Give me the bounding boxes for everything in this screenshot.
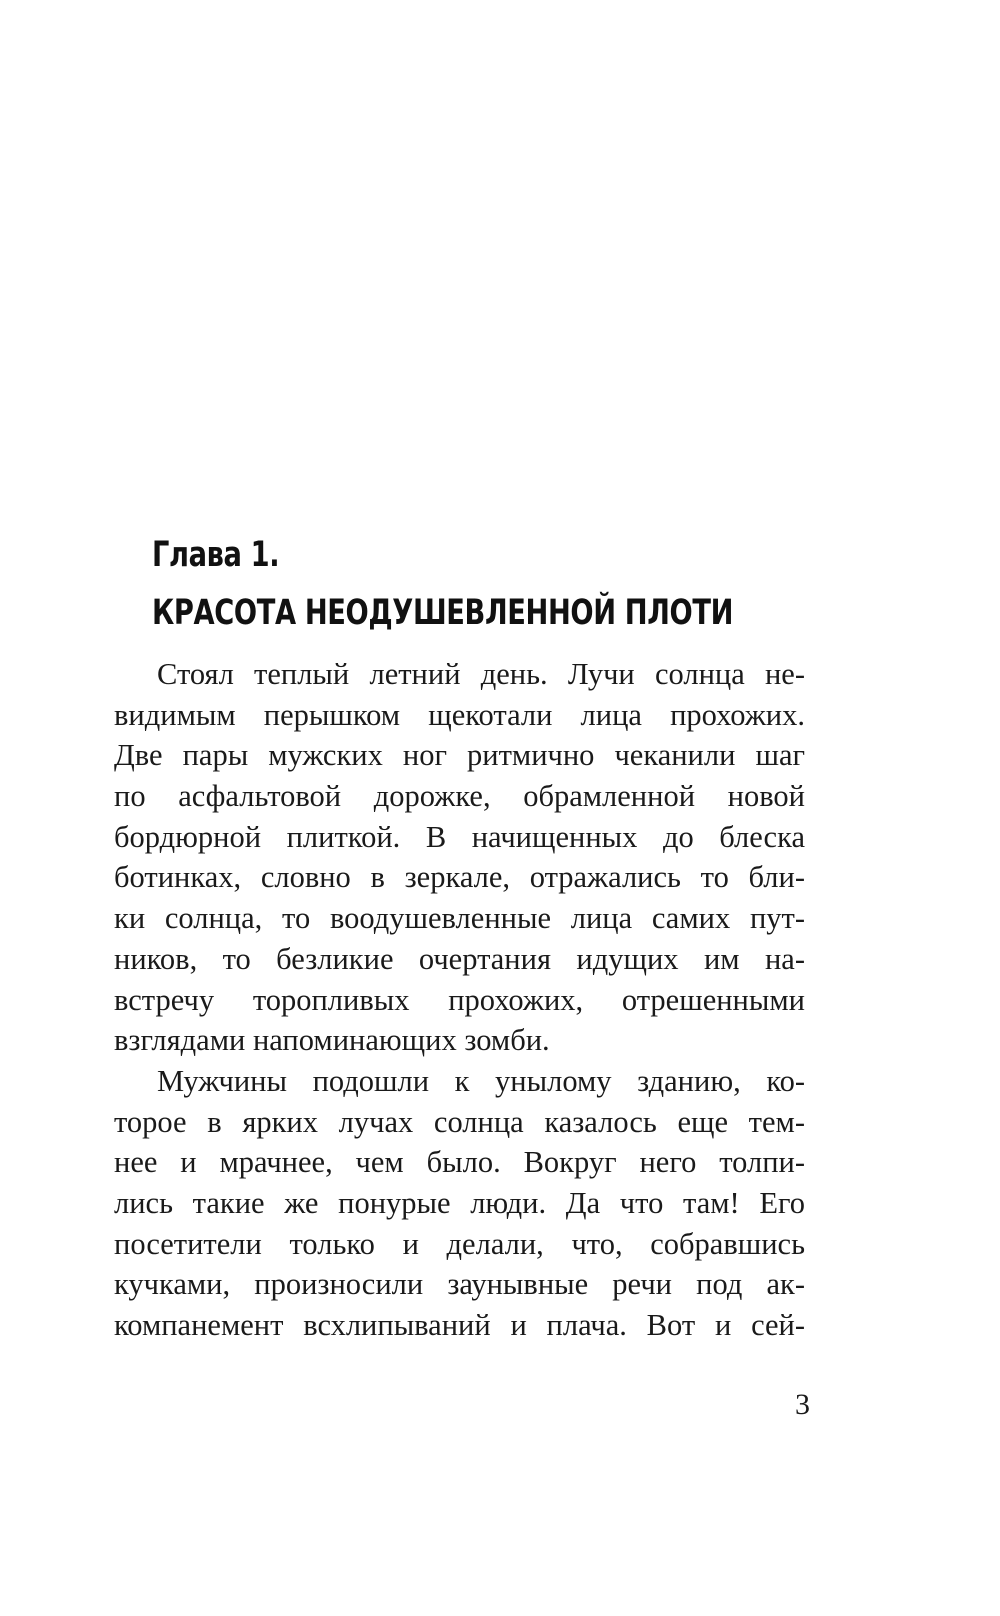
text-line: взглядами напоминающих зомби. xyxy=(114,1023,550,1058)
text-line: торое в ярких лучах солнца казалось еще тем- xyxy=(114,1104,805,1139)
text-line: Две пары мужских ног ритмично чеканили шаг xyxy=(114,738,805,773)
chapter-number: Глава 1. xyxy=(152,535,280,575)
text-line: Стоял теплый летний день. Лучи солнца не- xyxy=(157,657,805,691)
text-line: встречу торопливых прохожих, отрешенными xyxy=(114,982,805,1017)
chapter-heading xyxy=(152,526,734,642)
body-text xyxy=(114,654,805,1346)
text-line: ников, то безликие очертания идущих им на- xyxy=(114,941,805,976)
text-line: по асфальтовой дорожке, обрамленной новой xyxy=(114,779,805,814)
chapter-title: КРАСОТА НЕОДУШЕВЛЕННОЙ ПЛОТИ xyxy=(152,593,734,633)
text-line: компанемент всхлипываний и плача. Вот и сей- xyxy=(114,1308,805,1343)
text-line: Мужчины подошли к унылому зданию, ко- xyxy=(157,1063,805,1098)
text-line: ботинках, словно в зеркале, отражались то бли- xyxy=(114,860,805,895)
text-line: нее и мрачнее, чем было. Вокруг него толпи- xyxy=(114,1145,805,1180)
text-line: лись такие же понурые люди. Да что там! Его xyxy=(114,1185,805,1220)
text-line: видимым перышком щекотали лица прохожих. xyxy=(114,697,805,732)
text-line: ки солнца, то воодушевленные лица самих пут- xyxy=(114,901,805,936)
text-line: кучками, произносили заунывные речи под ак- xyxy=(114,1267,805,1302)
text-line: бордюрной плиткой. В начищенных до блеска xyxy=(114,819,805,854)
page-number: 3 xyxy=(795,1388,810,1421)
text-line: посетители только и делали, что, собравшись xyxy=(114,1226,805,1261)
